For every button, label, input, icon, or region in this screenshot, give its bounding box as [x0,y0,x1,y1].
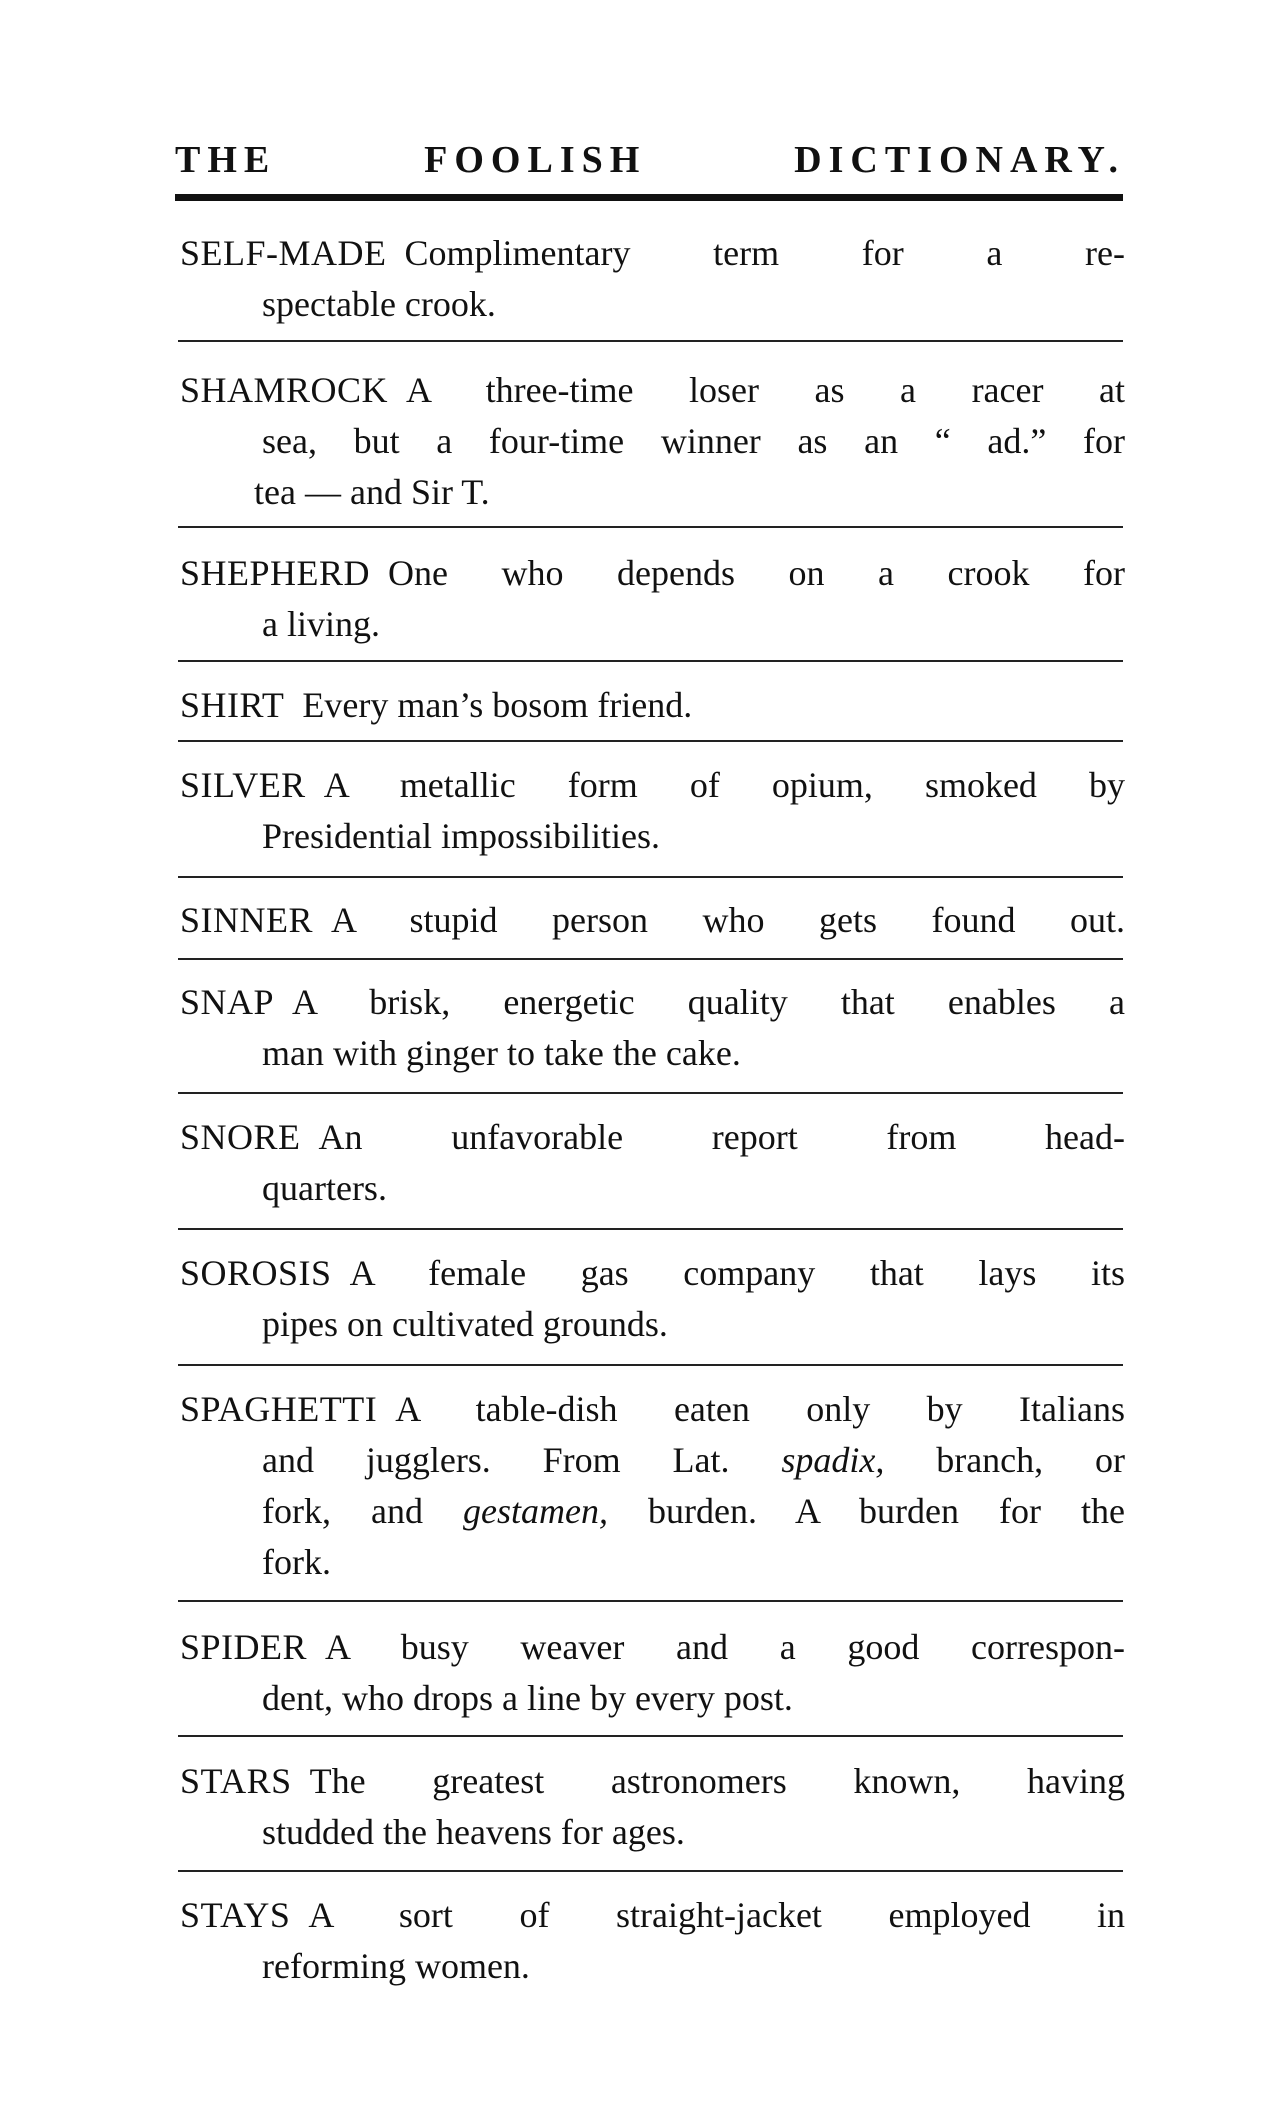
entry-divider [178,958,1123,960]
definition-line: A three-time loser as a racer at [406,370,1125,410]
headword: SOROSIS [180,1253,332,1293]
entry-spaghetti [180,1384,1125,1588]
headword: SPIDER [180,1627,308,1667]
headword: SINNER [180,900,314,940]
definition-line: Every man’s bosom friend. [302,685,693,725]
definition-line: tea — and Sir T. [254,472,490,512]
entry-silver [180,760,1125,862]
entry-sorosis [180,1248,1125,1350]
entry-divider [178,1600,1123,1602]
entry-snap [180,977,1125,1079]
definition-line: and jugglers. From Lat. [262,1440,730,1480]
headword: SNAP [180,982,275,1022]
entry-snore [180,1112,1125,1214]
definition-line: One who depends on a crook for [388,553,1125,593]
definition-line: A table-dish eaten only by Italians [395,1389,1125,1429]
definition-line: burden. A burden for the [648,1491,1126,1531]
italic-term: gestamen, [463,1491,608,1531]
definition-line: Complimentary term for a re- [404,233,1125,273]
definition-line: A stupid person who gets found out. [331,900,1125,940]
definition-line: quarters. [262,1168,387,1208]
entry-stays [180,1890,1125,1992]
entry-shepherd [180,548,1125,650]
definition-line: A brisk, energetic quality that enables a [292,982,1125,1022]
definition-line: The greatest astronomers known, having [309,1761,1125,1801]
definition-line: An unfavorable report from head- [318,1117,1125,1157]
headword: STARS [180,1761,292,1801]
entry-divider [178,1228,1123,1230]
definition-line: reforming women. [262,1946,530,1986]
headword: SPAGHETTI [180,1389,378,1429]
definition-line: A busy weaver and a good correspon- [325,1627,1125,1667]
entry-divider [178,660,1123,662]
definition-line: dent, who drops a line by every post. [262,1678,793,1718]
definition-line: pipes on cultivated grounds. [262,1304,668,1344]
headword: SELF-MADE [180,233,387,273]
entry-divider [178,1735,1123,1737]
definition-line: man with ginger to take the cake. [262,1033,741,1073]
definition-line: branch, or [936,1440,1126,1480]
entry-shamrock [180,365,1125,518]
entry-divider [178,740,1123,742]
definition-line: sea, but a four-time winner as an “ ad.” for [262,421,1125,461]
entry-divider [178,526,1123,528]
entry-shirt [180,680,1125,731]
headword: SHAMROCK [180,370,389,410]
definition-line: fork. [262,1542,331,1582]
page-header: THE FOOLISH DICTIONARY. [175,139,1125,181]
entry-divider [178,1092,1123,1094]
definition-line: A female gas company that lays its [349,1253,1125,1293]
entry-divider [178,876,1123,878]
headword: SILVER [180,765,306,805]
definition-line: studded the heavens for ages. [262,1812,685,1852]
entry-divider [178,1364,1123,1366]
definition-line: fork, and [262,1491,423,1531]
definition-line: A metallic form of opium, smoked by [323,765,1125,805]
definition-line: A sort of straight-jacket employed in [308,1895,1125,1935]
header-rule [175,194,1123,201]
headword: SHEPHERD [180,553,371,593]
entry-spider [180,1622,1125,1724]
definition-line: a living. [262,604,380,644]
entry-stars [180,1756,1125,1858]
definition-line: spectable crook. [262,284,496,324]
headword: SHIRT [180,685,285,725]
headword: STAYS [180,1895,291,1935]
italic-term: spadix, [781,1440,885,1480]
headword: SNORE [180,1117,301,1157]
definition-line: Presidential impossibilities. [262,816,660,856]
entry-sinner [180,895,1125,946]
entry-divider [178,340,1123,342]
entry-divider [178,1870,1123,1872]
entry-self-made [180,228,1125,330]
